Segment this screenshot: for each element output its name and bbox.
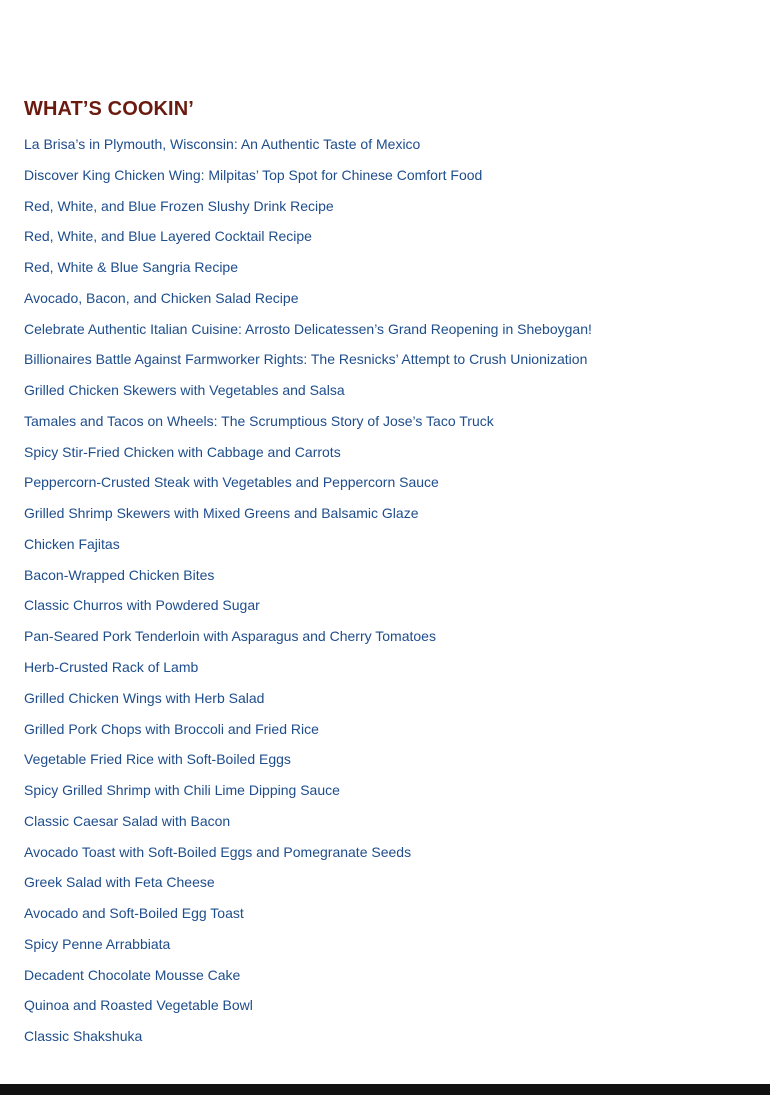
list-item xyxy=(24,196,744,227)
list-item xyxy=(24,934,744,965)
post-link[interactable]: Avocado, Bacon, and Chicken Salad Recipe xyxy=(24,289,299,306)
list-item xyxy=(24,565,744,596)
post-link[interactable]: Classic Caesar Salad with Bacon xyxy=(24,812,231,829)
list-item xyxy=(24,719,744,750)
list-item xyxy=(24,288,744,319)
list-item xyxy=(24,257,744,288)
list-item xyxy=(24,349,744,380)
post-link[interactable]: Grilled Shrimp Skewers with Mixed Greens and Balsamic Glaze xyxy=(24,505,419,522)
list-item xyxy=(24,226,744,257)
post-link[interactable]: Grilled Chicken Wings with Herb Salad xyxy=(24,689,265,706)
list-item xyxy=(24,811,744,842)
post-link[interactable]: Red, White & Blue Sangria Recipe xyxy=(24,259,238,276)
list-item xyxy=(24,595,744,626)
list-item xyxy=(24,472,744,503)
list-item xyxy=(24,749,744,780)
list-item xyxy=(24,503,744,534)
post-link[interactable]: Avocado Toast with Soft-Boiled Eggs and Pomegranate Seeds xyxy=(24,843,412,860)
list-item xyxy=(24,134,744,165)
recent-posts-list xyxy=(24,134,744,1057)
post-link[interactable]: Spicy Grilled Shrimp with Chili Lime Dipping Sauce xyxy=(24,782,340,799)
post-link[interactable]: Red, White, and Blue Frozen Slushy Drink Recipe xyxy=(24,197,334,214)
post-link[interactable]: Peppercorn-Crusted Steak with Vegetables and Peppercorn Sauce xyxy=(24,474,439,491)
list-item xyxy=(24,534,744,565)
post-link[interactable]: Celebrate Authentic Italian Cuisine: Arrosto Delicatessen’s Grand Reopening in Sheboygan! xyxy=(24,320,592,337)
post-link[interactable]: Billionaires Battle Against Farmworker Rights: The Resnicks’ Attempt to Crush Unionization xyxy=(24,351,588,368)
list-item xyxy=(24,780,744,811)
list-item xyxy=(24,657,744,688)
post-link[interactable]: Grilled Pork Chops with Broccoli and Fried Rice xyxy=(24,720,319,737)
post-link[interactable]: Bacon-Wrapped Chicken Bites xyxy=(24,566,215,583)
list-item xyxy=(24,688,744,719)
post-link[interactable]: Spicy Stir-Fried Chicken with Cabbage and Carrots xyxy=(24,443,341,460)
post-link[interactable]: Quinoa and Roasted Vegetable Bowl xyxy=(24,997,253,1014)
list-item xyxy=(24,842,744,873)
post-link[interactable]: Herb-Crusted Rack of Lamb xyxy=(24,659,199,676)
post-link[interactable]: Grilled Chicken Skewers with Vegetables and Salsa xyxy=(24,382,345,399)
post-link[interactable]: Decadent Chocolate Mousse Cake xyxy=(24,966,241,983)
widget-title: WHAT’S COOKIN’ xyxy=(24,98,194,120)
list-item xyxy=(24,626,744,657)
list-item xyxy=(24,1026,744,1057)
whats-cookin-widget xyxy=(24,96,744,1057)
post-link[interactable]: Greek Salad with Feta Cheese xyxy=(24,874,215,891)
list-item xyxy=(24,995,744,1026)
list-item xyxy=(24,165,744,196)
post-link[interactable]: La Brisa’s in Plymouth, Wisconsin: An Authentic Taste of Mexico xyxy=(24,136,421,152)
footer-bar xyxy=(0,1084,770,1095)
post-link[interactable]: Avocado and Soft-Boiled Egg Toast xyxy=(24,905,244,922)
list-item xyxy=(24,319,744,350)
list-item xyxy=(24,903,744,934)
list-item xyxy=(24,965,744,996)
list-item xyxy=(24,872,744,903)
post-link[interactable]: Red, White, and Blue Layered Cocktail Recipe xyxy=(24,228,312,245)
post-link[interactable]: Classic Churros with Powdered Sugar xyxy=(24,597,260,614)
list-item xyxy=(24,442,744,473)
post-link[interactable]: Discover King Chicken Wing: Milpitas’ Top Spot for Chinese Comfort Food xyxy=(24,166,483,183)
list-item xyxy=(24,411,744,442)
post-link[interactable]: Chicken Fajitas xyxy=(24,535,120,552)
list-item xyxy=(24,380,744,411)
post-link[interactable]: Tamales and Tacos on Wheels: The Scrumptious Story of Jose’s Taco Truck xyxy=(24,412,494,429)
post-link[interactable]: Pan-Seared Pork Tenderloin with Asparagus and Cherry Tomatoes xyxy=(24,628,436,645)
post-link[interactable]: Spicy Penne Arrabbiata xyxy=(24,935,171,952)
post-link[interactable]: Classic Shakshuka xyxy=(24,1028,143,1045)
post-link[interactable]: Vegetable Fried Rice with Soft-Boiled Eggs xyxy=(24,751,291,768)
